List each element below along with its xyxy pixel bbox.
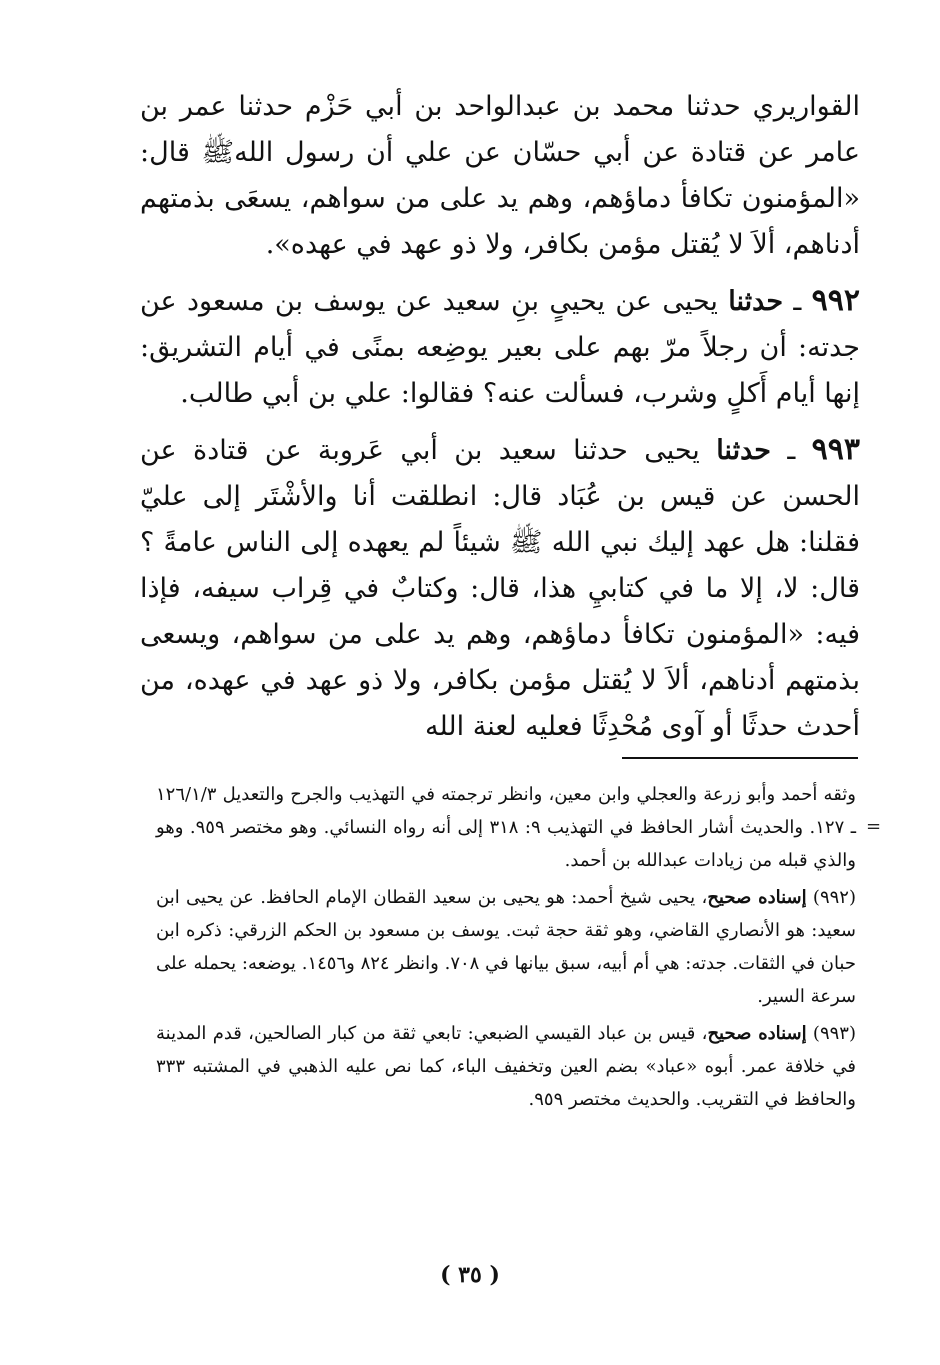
- footnotes: [156, 778, 856, 1120]
- footnote-993: [156, 1017, 856, 1116]
- hadith-opening-word: حدثنا: [728, 286, 784, 317]
- hadith-text: يحيى حدثنا سعيد بن أبي عَروبة عن قتادة عن الحسن عن قيس بن عُبَاد قال: انطلقت أنا والأشْتَر إلى عليّ فقلنا: هل عهد إليك نبي الله ﷺ شيئاً لم يعهده إلى الناس عامةً ؟ قال: لا، إلا ما في كتابيِ هذا، قال: وكتابٌ في قِراب سيفه، فإذا فيه: «المؤمنون تكافأ دماؤهم، وهم يد على من سواهم، ويسعى بذمتهم أدناهم، ألاَ لا يُقتل مؤمن بكافر، ولا ذو عهد في عهده، من أحدث حدثًا أو آوى مُحْدِثًا فعليه لعنة الله: [140, 435, 860, 742]
- page-number: ( ٣٥ ): [440, 1262, 500, 1288]
- footnote-grade: إسناده صحيح: [707, 1023, 807, 1044]
- footnote-text: ، يحيى شيخ أحمد: هو يحيى بن سعيد القطان الإمام الحافظ. عن يحيى ابن سعيد: هو الأنصاري القاضي، وهو ثقة حجة ثبت. يوسف بن مسعود بن الحكم الزرقي: ذكره ابن حبان في الثقات. جدته: هي أم أبيه، سبق بيانها في ٧٠٨. وانظر ٨٢٤ و١٤٥٦. يوضعه: يحمله على سرعة السير.: [156, 887, 856, 1007]
- hadith-993: [140, 427, 860, 750]
- main-text: [140, 84, 860, 750]
- footnote-ref: (٩٩٢): [812, 887, 856, 908]
- hadith-dash: ـ: [783, 286, 812, 317]
- footnote-continuation: وثقه أحمد وأبو زرعة والعجلي وابن معين، وانظر ترجمته في التهذيب والجرح والتعديل ١٢٦/١/٣ ـ ١٢٧. والحديث أشار الحافظ في التهذيب ٩: ٣١٨ إلى أنه رواه النسائي. وهو مختصر ٩٥٩. وهو والذي قبله من زيادات عبدالله بن أحمد.: [156, 784, 856, 871]
- hadith-opening-word: حدثنا: [716, 435, 771, 466]
- footnote-grade: إسناده صحيح: [707, 887, 807, 908]
- hadith-number: ٩٩٣: [811, 432, 860, 467]
- hadith-992: [140, 278, 860, 417]
- footnote-text: ، قيس بن عباد القيسي الضبعي: تابعي ثقة من كبار الصالحين، قدم المدينة في خلافة عمر. أبوه «عباد» بضم العين وتخفيف الباء، كما نص عليه الذهبي في المشتبه ٣٣٣ والحافظ في التقريب. والحديث مختصر ٩٥٩.: [156, 1023, 856, 1110]
- hadith-text: يحيى عن يحيىٍ بنِ سعيد عن يوسف بن مسعود عن جدته: أن رجلاً مرّ بهم على بعير يوضِعه بمنًى في أيام التشريق: إنها أيام أَكلٍ وشرب، فسألت عنه؟ فقالوا: علي بن أبي طالب.: [140, 286, 860, 409]
- continuation-mark: =: [866, 816, 882, 837]
- footnote-separator: [622, 757, 858, 759]
- opening-paragraph: القواريري حدثنا محمد بن عبدالواحد بن أبي حَزْم حدثنا عمر بن عامر عن قتادة عن أبي حسّان عن علي أن رسول اللهﷺ قال: «المؤمنون تكافأ دماؤهم، وهم يد على من سواهم، يسعَى بذمتهم أدناهم، ألاَ لا يُقتل مؤمن بكافر، ولا ذو عهد في عهده».: [140, 91, 860, 260]
- hadith-number: ٩٩٢: [811, 283, 860, 318]
- hadith-dash: ـ: [770, 435, 812, 466]
- footnote-992: [156, 881, 856, 1013]
- footnote-ref: (٩٩٣): [812, 1023, 856, 1044]
